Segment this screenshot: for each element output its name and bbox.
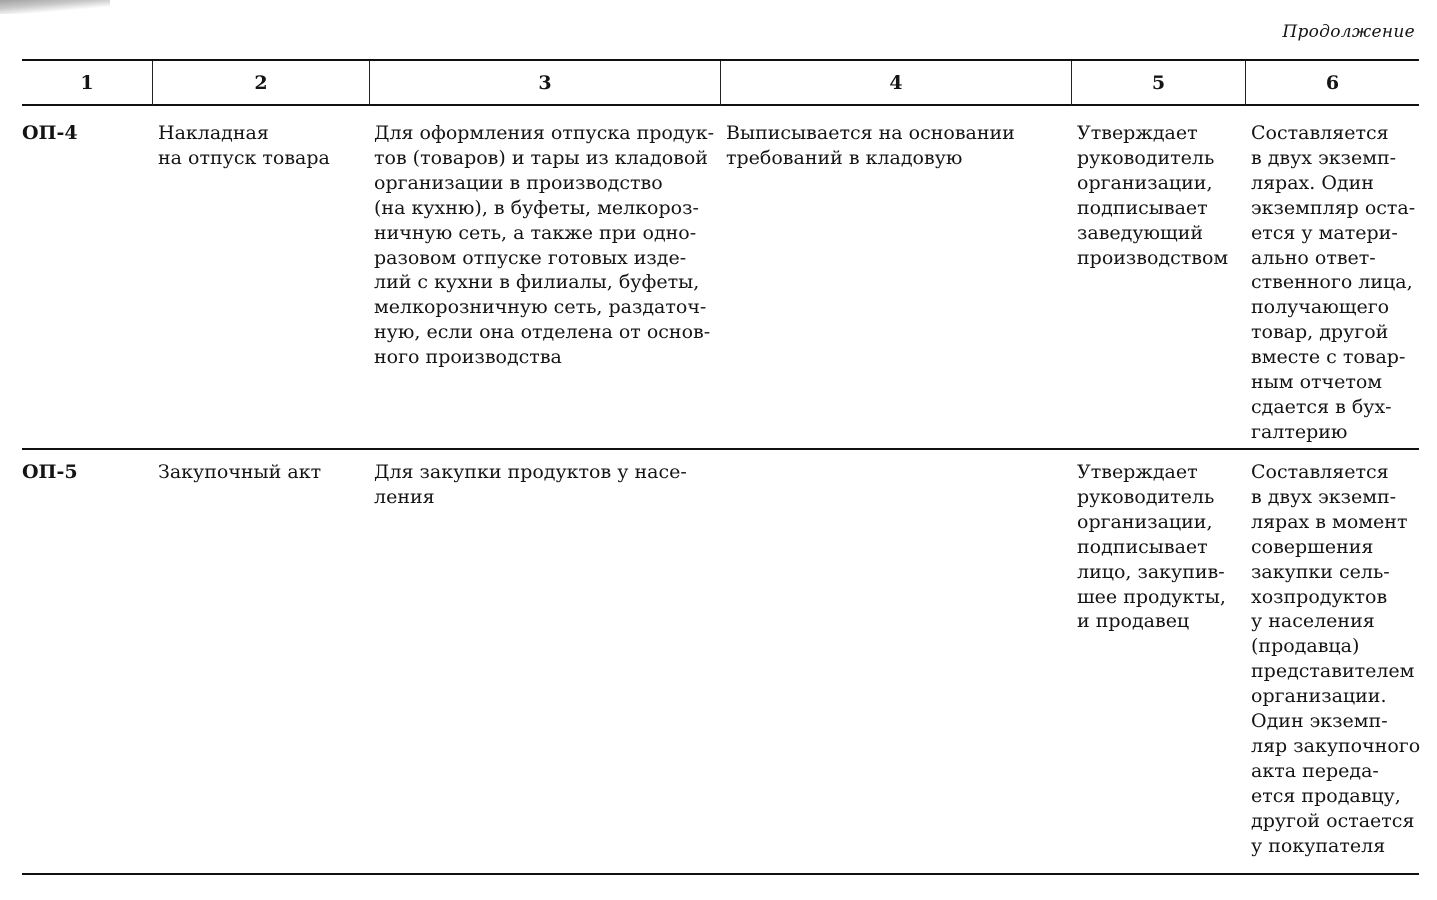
continuation-label: Продолжение xyxy=(1282,22,1415,42)
approval-cell: Утверждает руководитель организации, подписывает заведующий производством xyxy=(1077,122,1229,269)
column-header-5: 5 xyxy=(1151,72,1166,94)
column-header-4: 4 xyxy=(889,72,903,94)
purpose-cell: Для оформления отпуска продук- тов (товаров) и тары из кладовой организации в производство (на кухню), в буфеты, мелкороз- ничную сеть, а также при одно- разовом отпуске готовых изде- лий с кухни в филиалы, буфеты, мелкорозничную сеть, раздаточ- ную, если она отделена от основ- ного производства xyxy=(374,122,715,369)
table-bottom-rule xyxy=(22,873,1419,875)
basis-cell: Выписывается на основании требований в кладовую xyxy=(726,122,1015,169)
column-header-1: 1 xyxy=(80,72,94,94)
column-header-3: 3 xyxy=(538,72,552,94)
form-code-cell: ОП-5 xyxy=(22,461,78,483)
scan-artifact xyxy=(0,0,110,14)
column-header-2: 2 xyxy=(254,72,268,94)
copies-cell: Составляется в двух экземп- лярах в момент совершения закупки сель- хозпродуктов у населения (продавца) представителем организации. Один экземп- ляр закупочного акта переда- ется продавцу, другой остается у покупателя xyxy=(1251,461,1421,857)
form-code-cell: ОП-4 xyxy=(22,122,78,144)
row-separator-rule xyxy=(22,448,1419,450)
copies-cell: Составляется в двух экземп- лярах. Один экземпляр оста- ется у матери- ально ответ- ственного лица, получающего товар, другой вместе с товар- ным отчетом сдается в бух- галтерию xyxy=(1251,122,1416,443)
purpose-cell: Для закупки продуктов у насе- ления xyxy=(374,461,687,508)
approval-cell: Утверждает руководитель организации, подписывает лицо, закупив- шее продукты, и продавец xyxy=(1077,461,1226,633)
column-header-6: 6 xyxy=(1325,72,1340,94)
form-name-cell: Накладная на отпуск товара xyxy=(158,122,330,169)
form-name-cell: Закупочный акт xyxy=(158,461,322,483)
